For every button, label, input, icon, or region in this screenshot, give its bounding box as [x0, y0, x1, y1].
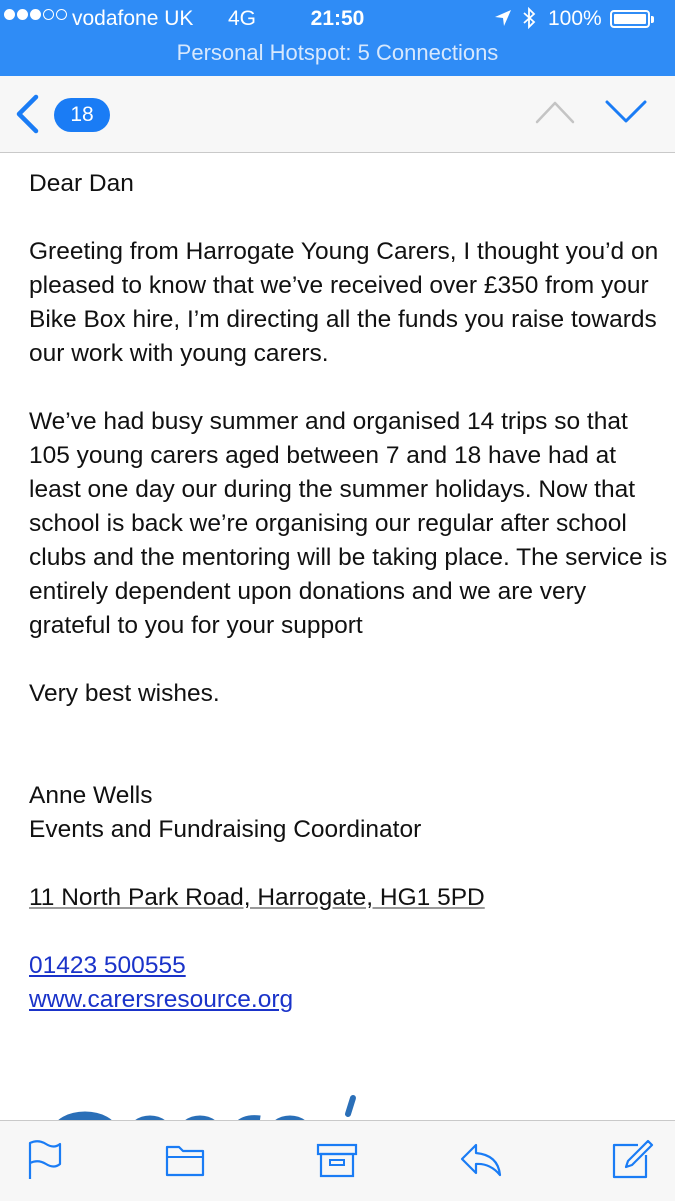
hotspot-banner[interactable]: Personal Hotspot: 5 Connections [176, 40, 499, 65]
greeting: Dear Dan [29, 170, 134, 197]
battery-percentage: 100% [548, 7, 602, 30]
paragraph-received-funds: Greeting from Harrogate Young Carers, I thought you’d on pleased to know that we’ve received over £350 from your Bike Box hire, I’m directing all the funds you raise towards our work with young carers. [29, 238, 659, 367]
folder-icon[interactable] [163, 1137, 207, 1181]
spacer [29, 711, 669, 779]
back-button[interactable] [14, 94, 104, 134]
reply-icon[interactable] [458, 1137, 502, 1181]
back-chevron-icon [14, 94, 40, 134]
compose-icon[interactable] [610, 1137, 654, 1181]
spacer [29, 915, 669, 949]
bluetooth-icon [522, 7, 536, 29]
previous-message-icon[interactable] [534, 98, 576, 126]
carrier-name: vodafone UK [72, 7, 194, 30]
spacer [29, 201, 669, 235]
archive-icon[interactable] [315, 1137, 359, 1181]
location-arrow-icon [494, 9, 512, 27]
sender-name: Anne Wells [29, 782, 153, 809]
spacer [29, 847, 669, 881]
unread-count-badge: 18 [54, 98, 110, 132]
bottom-toolbar [0, 1120, 675, 1201]
clock: 21:50 [310, 7, 365, 30]
website-link[interactable]: www.carersresource.org [29, 986, 294, 1013]
status-bar [0, 0, 675, 76]
status-row [0, 0, 675, 38]
spacer [29, 371, 669, 405]
sender-title: Events and Fundraising Coordinator [29, 816, 422, 843]
next-message-icon[interactable] [604, 98, 648, 126]
battery-level [614, 14, 646, 24]
paragraph-summer-trips: We’ve had busy summer and organised 14 trips so that 105 young carers aged between 7 and 18 have had at least one day our during the summer holidays. Now that school is back we’re organising our regular after school clubs and the mentoring will be taking place. The service is entirely dependent upon donations and we are very grateful to you for your support [29, 408, 668, 639]
signoff: Very best wishes. [29, 680, 220, 707]
address-link[interactable]: 11 North Park Road, Harrogate, HG1 5PD [29, 884, 485, 911]
flag-icon[interactable] [22, 1137, 66, 1181]
phone-link[interactable]: 01423 500555 [29, 952, 186, 979]
message-nav-bar [0, 76, 675, 153]
network-type: 4G [228, 7, 257, 30]
spacer [29, 643, 669, 677]
email-body [29, 167, 669, 1017]
battery-icon [610, 10, 650, 28]
